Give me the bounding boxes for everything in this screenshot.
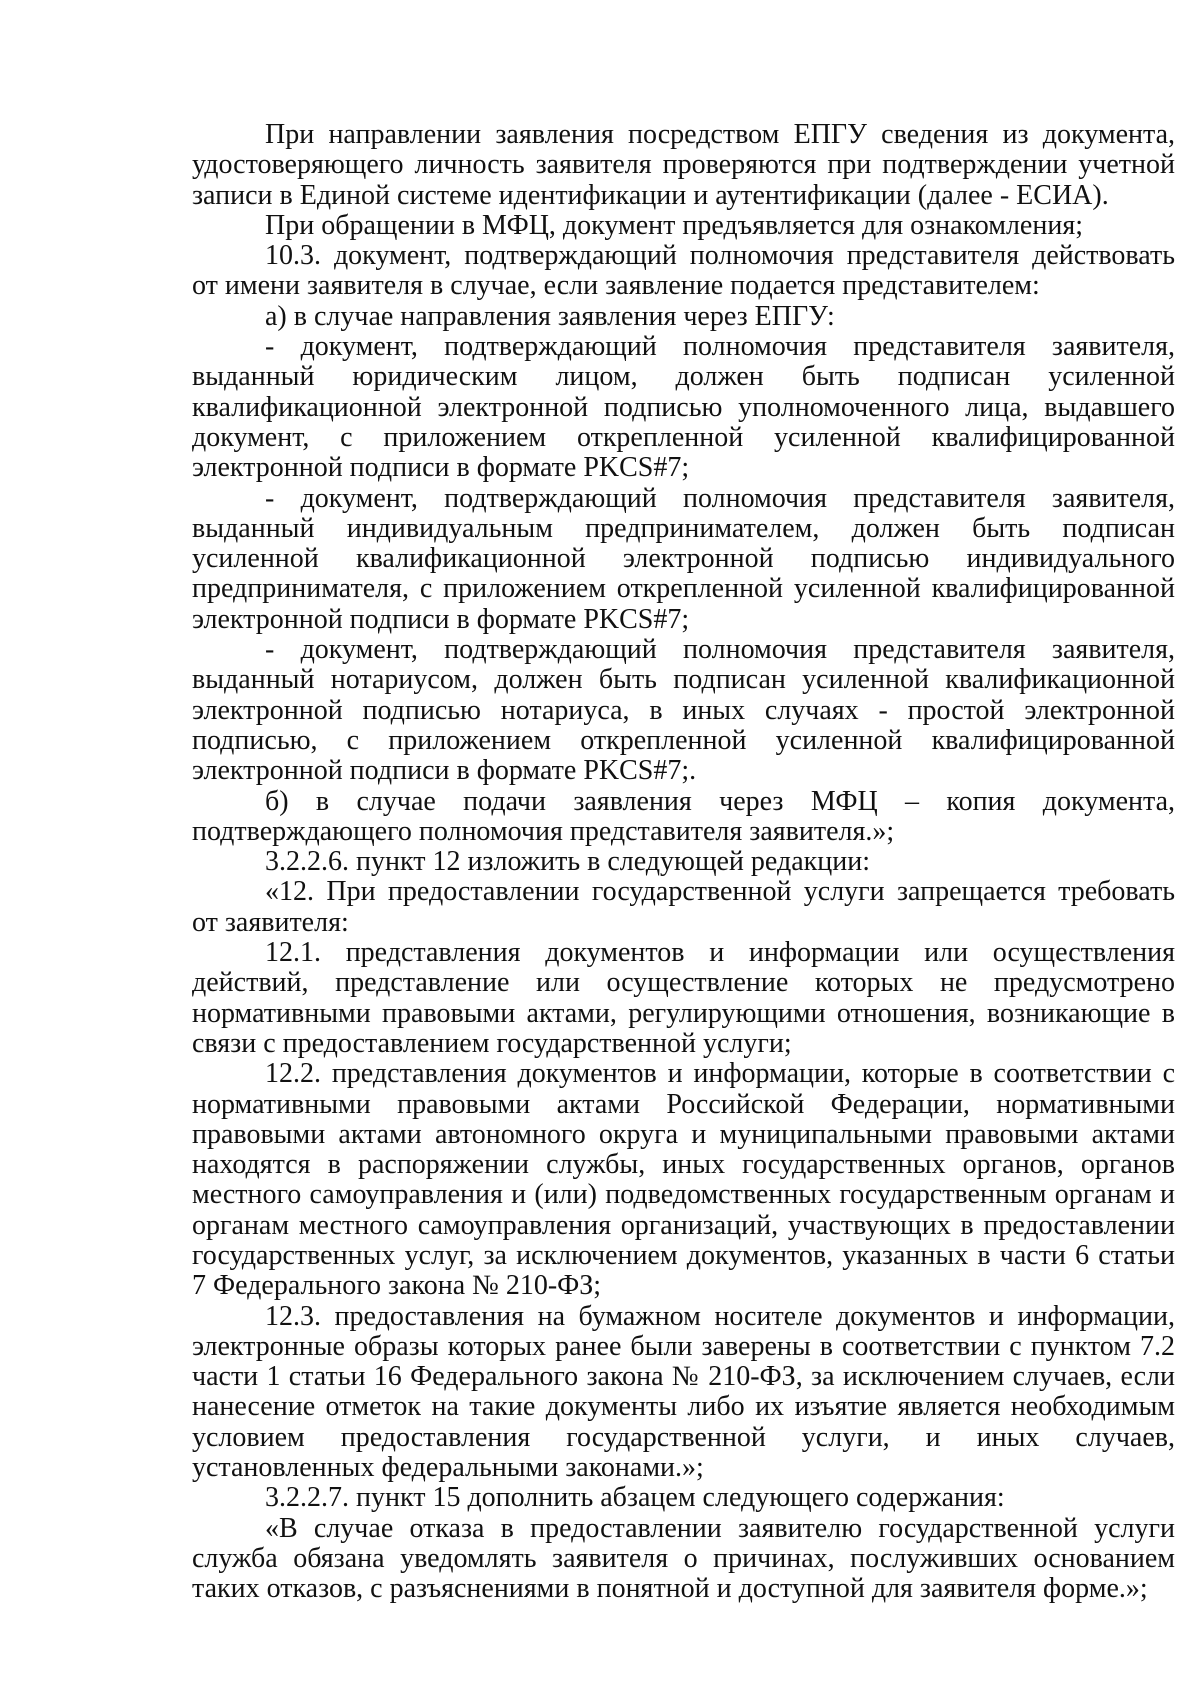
- paragraph-12-1: 12.1. представления документов и информации или осуществления действий, представление или осуществление которых не предусмотрено нормативными правовыми актами, регулирующими отношения, возникающие в связи с предоставлением государственной услуги;: [192, 937, 1175, 1059]
- paragraph-legal-entity: - документ, подтверждающий полномочия представителя заявителя, выданный юридическим лицом, должен быть подписан усиленной квалификационной электронной подписью уполномоченного лица, выдавшего документ, с приложением открепленной усиленной квалифицированной электронной подписи в формате PKCS#7;: [192, 331, 1175, 484]
- paragraph-12-3: 12.3. предоставления на бумажном носителе документов и информации, электронные образы которых ранее были заверены в соответствии с пунктом 7.2 части 1 статьи 16 Федерального закона № 210-ФЗ, за исключением случаев, если нанесение отметок на такие документы либо их изъятие является необходимым условием предоставления государственной услуги, и иных случаев, установленных федеральными законами.»;: [192, 1300, 1175, 1484]
- paragraph-10-3-b: б) в случае подачи заявления через МФЦ – копия документа, подтверждающего полномочия представителя заявителя.»;: [192, 785, 1175, 847]
- paragraph-10-3-a: а) в случае направления заявления через ЕПГУ:: [265, 300, 835, 332]
- paragraph-10-3: 10.3. документ, подтверждающий полномочия представителя действовать от имени заявителя в случае, если заявление подается представителем:: [192, 240, 1175, 302]
- paragraph-12-2: 12.2. представления документов и информации, которые в соответствии с нормативными правовыми актами Российской Федерации, нормативными правовыми актами автономного округа и муниципальными правовыми актами находятся в распоряжении службы, иных государственных органов, органов местного самоуправления и (или) подведомственных государственным органам и органам местного самоуправления организаций, участвующих в предоставлении государственных услуг, за исключением документов, указанных в части 6 статьи 7 Федерального закона № 210-ФЗ;: [192, 1058, 1175, 1302]
- paragraph-notary: - документ, подтверждающий полномочия представителя заявителя, выданный нотариусом, должен быть подписан усиленной квалификационной электронной подписью нотариуса, в иных случаях - простой электронной подписью, с приложением открепленной усиленной квалифицированной электронной подписи в формате PKCS#7;.: [192, 634, 1175, 787]
- paragraph-12: «12. При предоставлении государственной услуги запрещается требовать от заявителя:: [192, 876, 1175, 938]
- paragraph-mfc-document: При обращении в МФЦ, документ предъявляется для ознакомления;: [265, 209, 1083, 241]
- paragraph-epgu-identity-check: При направлении заявления посредством ЕПГУ сведения из документа, удостоверяющего личность заявителя проверяются при подтверждении учетной записи в Единой системе идентификации и аутентификации (далее - ЕСИА).: [192, 119, 1175, 211]
- paragraph-3-2-2-6: 3.2.2.6. пункт 12 изложить в следующей редакции:: [265, 846, 870, 878]
- paragraph-3-2-2-7: 3.2.2.7. пункт 15 дополнить абзацем следующего содержания:: [265, 1482, 1005, 1514]
- paragraph-entrepreneur: - документ, подтверждающий полномочия представителя заявителя, выданный индивидуальным предпринимателем, должен быть подписан усиленной квалификационной электронной подписью индивидуального предпринимателя, с приложением открепленной усиленной квалифицированной электронной подписи в формате PKCS#7;: [192, 482, 1175, 635]
- paragraph-refusal-notice: «В случае отказа в предоставлении заявителю государственной услуги служба обязана уведомлять заявителя о причинах, послуживших основанием таких отказов, с разъяснениями в понятной и доступной для заявителя форме.»;: [192, 1512, 1175, 1605]
- document-body: [192, 120, 1175, 1605]
